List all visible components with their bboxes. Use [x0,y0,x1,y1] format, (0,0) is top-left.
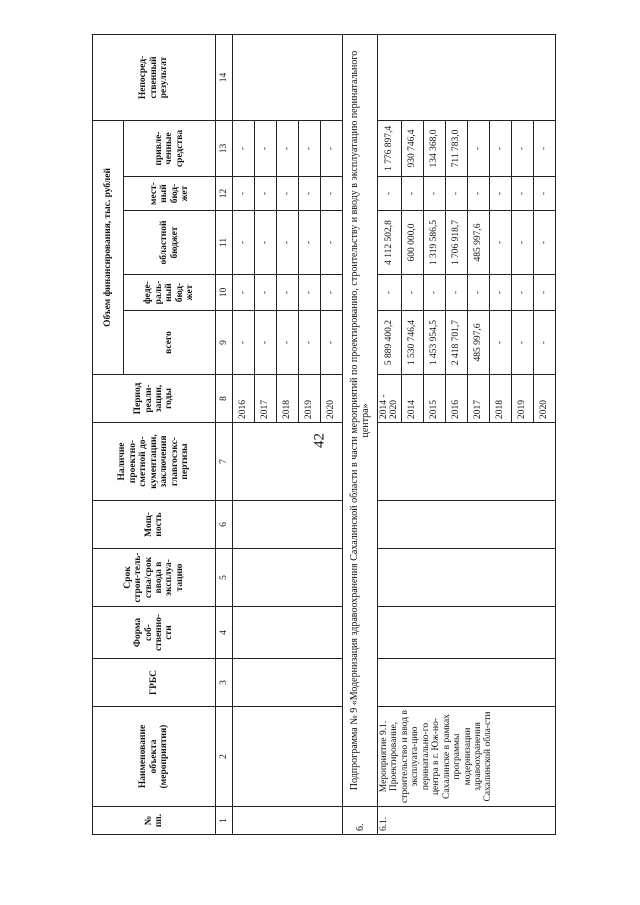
header-object-name: Наименование объекта (мероприятия) [93,707,216,807]
total-cell: 2 418 701,7 [445,311,467,375]
federal-cell: - [467,275,489,311]
header-ownership: Форма соб-ственно-сти [93,607,216,659]
attracted-cell: - [489,120,511,176]
attracted-cell: - [321,120,343,176]
regional-cell: - [233,211,255,275]
column-number: 8 [216,375,233,423]
attracted-cell: 930 746,4 [401,120,423,176]
federal-cell: - [445,275,467,311]
column-number: 4 [216,607,233,659]
attracted-cell: - [299,120,321,176]
year-cell: 2018 [277,375,299,423]
local-cell: - [255,177,277,211]
total-cell: 5 889 400,2 [378,311,402,375]
column-number: 14 [216,34,233,120]
federal-cell: - [511,275,533,311]
local-cell: - [378,177,402,211]
table-row [233,34,255,834]
header-regional: областной бюджет [124,211,216,275]
column-number: 13 [216,120,233,176]
header-federal: феде-раль-ный бюд-жет [124,275,216,311]
total-cell: 485 997,6 [467,311,489,375]
regional-cell: 485 997,6 [467,211,489,275]
year-cell: 2020 [321,375,343,423]
column-number: 3 [216,659,233,707]
federal-cell: - [401,275,423,311]
rotated-table-sheet [92,35,617,835]
attracted-cell: 134 368,0 [423,120,445,176]
total-cell: - [233,311,255,375]
local-cell: - [233,177,255,211]
regional-cell: 1 319 586,5 [423,211,445,275]
federal-cell: - [489,275,511,311]
measure-number: 6.1. [378,807,556,835]
federal-cell: - [233,275,255,311]
column-number-row [216,34,233,834]
header-financing-group: Объем финансирования, тыс. рублей [93,120,124,374]
subprogram-title: Подпрограмма № 9 «Модернизация здравоохранения Сахалинской области в части мероприятий по проектированию, строительству и вводу в эксплуатацию перинатального центра» [343,34,378,806]
header-capacity: Мощ-ность [93,501,216,549]
attracted-cell: - [233,120,255,176]
regional-cell: - [255,211,277,275]
financing-table [92,34,556,835]
attracted-cell: 1 776 897,4 [378,120,402,176]
page-number: 42 [311,433,328,448]
header-local: мест-ный бюд-жет [124,177,216,211]
local-cell: - [423,177,445,211]
local-cell: - [277,177,299,211]
federal-cell: - [255,275,277,311]
year-cell: 2014 - 2020 [378,375,402,423]
total-cell: - [511,311,533,375]
federal-cell: - [277,275,299,311]
year-cell: 2020 [533,375,555,423]
regional-cell: 1 706 918,7 [445,211,467,275]
year-cell: 2016 [233,375,255,423]
local-cell: - [445,177,467,211]
total-cell: - [277,311,299,375]
attracted-cell: - [467,120,489,176]
year-cell: 2016 [445,375,467,423]
attracted-cell: 711 783,0 [445,120,467,176]
local-cell: - [321,177,343,211]
column-number: 2 [216,707,233,807]
column-number: 5 [216,549,233,607]
subprogram-number: 6. [343,807,378,835]
subprogram-row [343,34,378,834]
attracted-cell: - [277,120,299,176]
regional-cell: - [299,211,321,275]
federal-cell: - [321,275,343,311]
total-cell: 1 453 954,5 [423,311,445,375]
header-period: Период реали-зации, годы [93,375,216,423]
federal-cell: - [423,275,445,311]
regional-cell: - [321,211,343,275]
column-number: 11 [216,211,233,275]
header-attracted: привле-ченные средства [124,120,216,176]
regional-cell: - [489,211,511,275]
year-cell: 2019 [511,375,533,423]
column-number: 12 [216,177,233,211]
attracted-cell: - [511,120,533,176]
column-number: 1 [216,807,233,835]
local-cell: - [511,177,533,211]
year-cell: 2018 [489,375,511,423]
federal-cell: - [378,275,402,311]
federal-cell: - [299,275,321,311]
header-result: Непосред-ственный результат [93,34,216,120]
local-cell: - [467,177,489,211]
local-cell: - [299,177,321,211]
header-documentation: Наличие проектно-сметной до-кументации, заключения главгосэкс-пертизы [93,423,216,501]
regional-cell: - [533,211,555,275]
header-total: всего [124,311,216,375]
regional-cell: 600 000,0 [401,211,423,275]
column-number: 6 [216,501,233,549]
federal-cell: - [533,275,555,311]
local-cell: - [489,177,511,211]
header-term: Срок строи-тель-ства/срок ввода в эксплуа-тацию [93,549,216,607]
regional-cell: 4 112 502,8 [378,211,402,275]
year-cell: 2017 [255,375,277,423]
local-cell: - [401,177,423,211]
header-number: № пп. [93,807,216,835]
total-cell: - [533,311,555,375]
year-cell: 2014 [401,375,423,423]
total-cell: - [321,311,343,375]
attracted-cell: - [255,120,277,176]
total-cell: - [489,311,511,375]
year-cell: 2015 [423,375,445,423]
column-number: 10 [216,275,233,311]
column-number: 7 [216,423,233,501]
attracted-cell: - [533,120,555,176]
table-row [378,34,402,834]
local-cell: - [533,177,555,211]
column-number: 9 [216,311,233,375]
year-cell: 2017 [467,375,489,423]
header-grbs: ГРБС [93,659,216,707]
total-cell: - [255,311,277,375]
regional-cell: - [511,211,533,275]
total-cell: - [299,311,321,375]
year-cell: 2019 [299,375,321,423]
regional-cell: - [277,211,299,275]
total-cell: 1 530 746,4 [401,311,423,375]
measure-name: Мероприятие 9.1. Проектирование, строительство и ввод в эксплуата-цию перинатально-го центра в г. Юж-но-Сахалинске в рамках программы модернизации здравоохранения Сахалинской обла-сти [378,707,556,807]
